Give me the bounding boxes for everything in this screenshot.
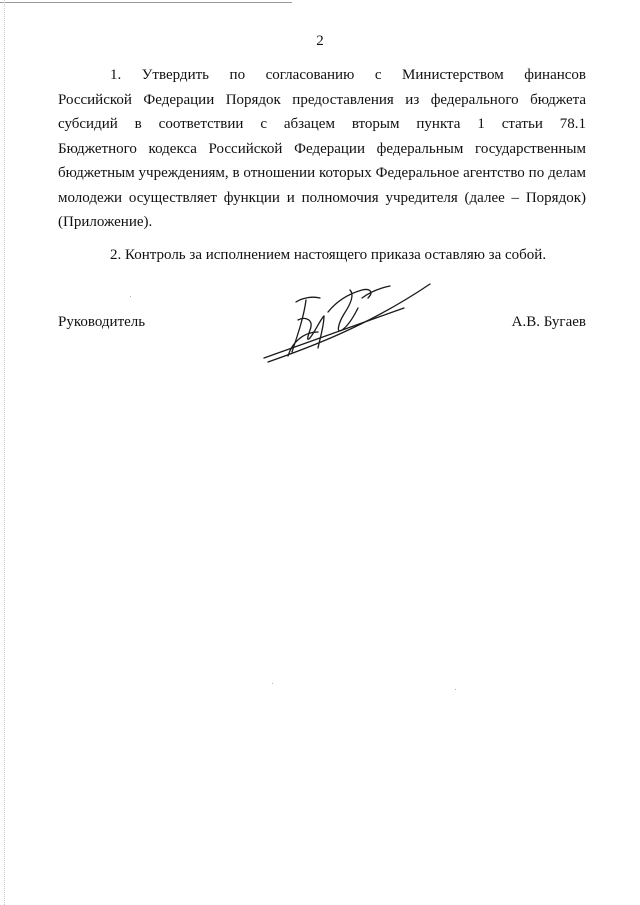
page-number: 2 (316, 33, 324, 49)
paragraph-line: молодежи осуществляет функции и полномочия учредителя (далее – Порядок) (58, 189, 586, 206)
paragraph-line: 2. Контроль за исполнением настоящего приказа оставляю за собой. (110, 247, 547, 263)
scan-speck (130, 296, 131, 297)
scan-speck (272, 683, 273, 684)
paragraph-line: (Приложение). (58, 214, 153, 230)
signatory-name: А.В. Бугаев (511, 314, 586, 330)
scan-edge-line (4, 0, 5, 905)
paragraph-line: субсидий в соответствии с абзацем вторым пункта 1 статьи 78.1 (58, 116, 586, 132)
scan-speck (455, 689, 456, 690)
handwritten-signature (258, 276, 434, 368)
paragraph-line: Российской Федерации Порядок предоставления из федерального бюджета (58, 91, 586, 108)
paragraph-approve (58, 63, 586, 235)
paragraph-control (58, 243, 586, 268)
paragraph-line: бюджетным учреждениям, в отношении которых Федеральное агентство по делам (58, 165, 586, 181)
paragraph-line: 1. Утвердить по согласованию с Министерством финансов (110, 67, 586, 83)
paragraph-line: Бюджетного кодекса Российской Федерации федеральным государственным (58, 140, 586, 157)
signatory-title: Руководитель (58, 314, 146, 330)
top-edge-line (0, 2, 292, 3)
